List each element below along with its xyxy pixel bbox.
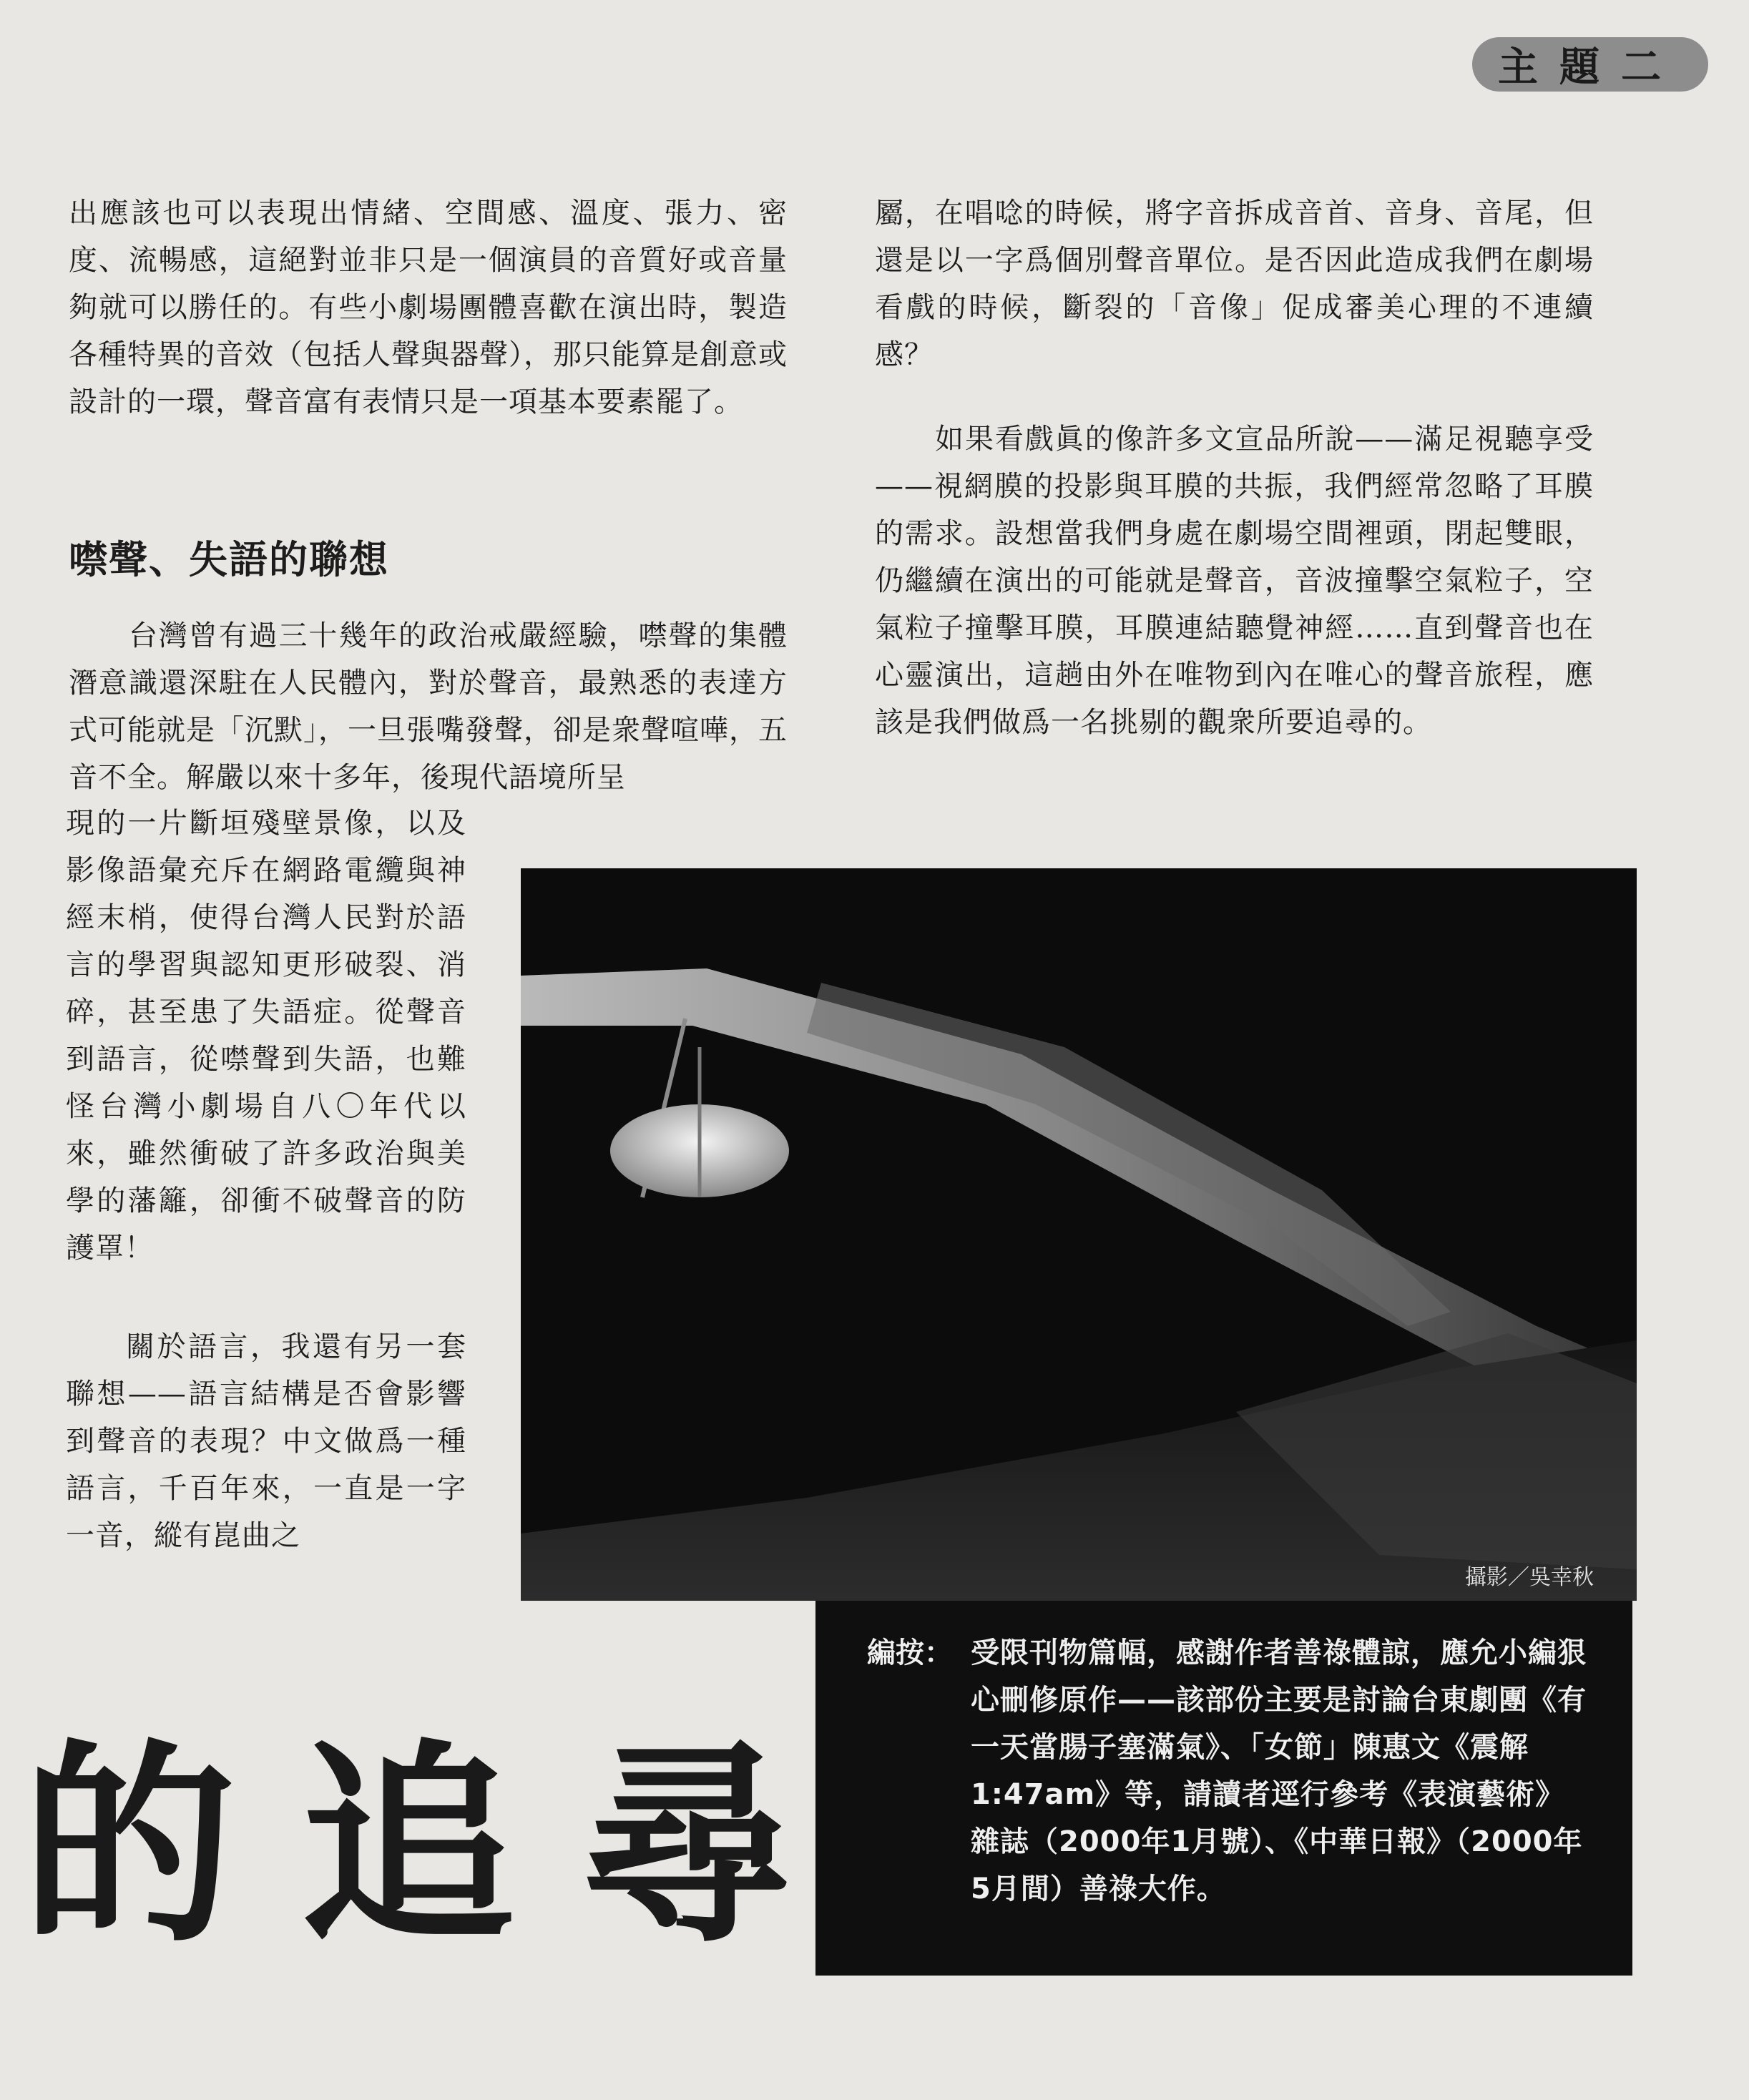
- stage-photo-image: [521, 868, 1637, 1601]
- section-tag: 主題二: [1472, 37, 1708, 92]
- stage-photo: [521, 868, 1637, 1601]
- body-paragraph: 出應該也可以表現出情緒、空間感、溫度、張力、密度、流暢感，這絕對並非只是一個演員的音質好或音量夠就可以勝任的。有些小劇場團體喜歡在演出時，製造各種特異的音效（包括人聲與器聲），那只能算是創意或設計的一環，聲音富有表情只是一項基本要素罷了。: [69, 197, 788, 418]
- body-paragraph: 關於語言，我還有另一套聯想——語言結構是否會影響到聲音的表現？中文做爲一種語言，千百年來，一直是一字一音，縱有崑曲之: [66, 1330, 466, 1552]
- body-paragraph: 台灣曾有過三十幾年的政治戒嚴經驗，噤聲的集體潛意識還深駐在人民體內，對於聲音，最熟悉的表達方式可能就是「沉默」，一旦張嘴發聲，卻是衆聲喧嘩，五音不全。解嚴以來十多年，後現代語境所呈: [69, 619, 788, 794]
- left-column-narrow: [66, 800, 466, 1272]
- editor-note-label: 編按：: [867, 1637, 953, 1669]
- body-paragraph: 如果看戲眞的像許多文宣品所說——滿足視聽享受——視網膜的投影與耳膜的共振，我們經常忽略了耳膜的需求。設想當我們身處在劇場空間裡頭，閉起雙眼，仍繼續在演出的可能就是聲音，音波撞擊空氣粒子，空氣粒子撞擊耳膜，耳膜連結聽覺神經……直到聲音也在心靈演出，這趟由外在唯物到內在唯心的聲音旅程，應該是我們做爲一名挑剔的觀衆所要追尋的。: [875, 423, 1594, 739]
- left-column-wide: [69, 612, 788, 801]
- left-column-top: [69, 190, 788, 426]
- right-column: [875, 190, 1594, 746]
- editor-note-text: 受限刊物篇幅，感謝作者善祿體諒，應允小編狠心刪修原作——該部份主要是討論台東劇團《有一天當腸子塞滿氣》、「女節」陳惠文《震解1:47am》等，請讀者逕行參考《表演藝術》雜誌（2000年1月號）、《中華日報》（2000年5月間）善祿大作。: [971, 1637, 1587, 1905]
- article-headline: 的追尋: [21, 1719, 858, 1971]
- section-subheading: 噤聲、失語的聯想: [69, 536, 389, 582]
- body-paragraph: 現的一片斷垣殘壁景像，以及影像語彙充斥在網路電纜與神經末梢，使得台灣人民對於語言的學習與認知更形破裂、消碎，甚至患了失語症。從聲音到語言，從噤聲到失語，也難怪台灣小劇場自八〇年代以來，雖然衝破了許多政治與美學的藩籬，卻衝不破聲音的防護罩！: [66, 807, 466, 1265]
- editor-note-box: [815, 1601, 1632, 1976]
- left-column-narrow-2: [66, 1323, 466, 1559]
- photo-credit: 攝影／吳幸秋: [1465, 1565, 1594, 1590]
- body-paragraph: 屬，在唱唸的時候，將字音拆成音首、音身、音尾，但還是以一字爲個別聲音單位。是否因此造成我們在劇場看戲的時候，斷裂的「音像」促成審美心理的不連續感？: [875, 197, 1594, 371]
